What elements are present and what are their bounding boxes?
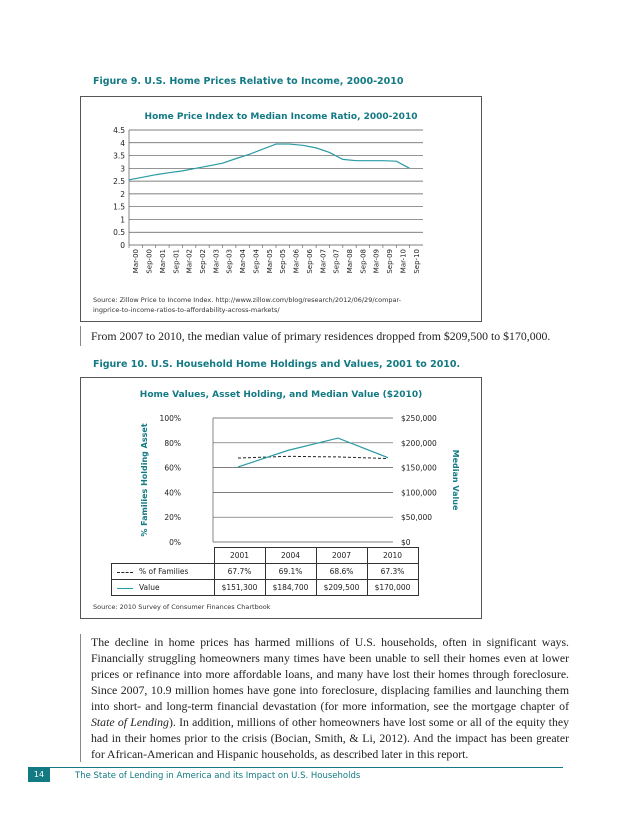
x-tick-label: Sep-10 (412, 249, 421, 274)
table-year-header: 2001 (214, 548, 265, 564)
table-cell: $184,700 (265, 580, 316, 596)
figure10-source: Source: 2010 Survey of Consumer Finances Chartbook (93, 603, 271, 611)
x-tick-label: Sep-00 (145, 249, 154, 274)
y-right-tick-label: $50,000 (401, 513, 433, 523)
x-tick-label: Mar-01 (158, 249, 167, 274)
table-year-header: 2004 (265, 548, 316, 564)
table-cell: 68.6% (316, 564, 367, 580)
x-tick-label: Sep-04 (252, 249, 261, 274)
legend-value: Value (112, 580, 215, 596)
y-left-axis-label: % Families Holding Asset (140, 423, 149, 537)
x-tick-label: Sep-09 (386, 249, 395, 274)
y-left-tick-label: 60% (164, 463, 181, 473)
y-tick-label: 4.5 (113, 126, 125, 135)
figure10-caption: Figure 10. U.S. Household Home Holdings and Values, 2001 to 2010. (93, 359, 461, 370)
table-row (112, 580, 419, 596)
y-tick-label: 2.5 (113, 177, 125, 187)
figure9-chart-title: Home Price Index to Median Income Ratio, 2000-2010 (144, 112, 418, 122)
y-tick-label: 3 (120, 164, 125, 174)
x-tick-label: Mar-02 (185, 249, 194, 274)
y-left-tick-label: 0% (169, 538, 181, 547)
families-series-line (238, 456, 388, 458)
solid-line-legend-icon (117, 588, 133, 589)
y-left-tick-label: 100% (159, 414, 181, 423)
table-cell: 67.3% (367, 564, 418, 580)
table-year-header: 2007 (316, 548, 367, 564)
ratio-series-line (129, 144, 410, 180)
x-tick-label: Mar-09 (372, 249, 381, 274)
dashed-line-legend-icon (117, 572, 133, 573)
table-year-header: 2010 (367, 548, 418, 564)
legend-families: % of Families (112, 564, 215, 580)
y-tick-label: 0 (120, 241, 125, 250)
x-tick-label: Mar-10 (399, 249, 408, 274)
y-right-tick-label: $250,000 (401, 414, 437, 423)
table-cell: 69.1% (265, 564, 316, 580)
paragraph-decline: The decline in home prices has harmed millions of U.S. households, often in significant ways. Financially struggling homeowners many times have been unable to sell their homes even at lower prices or refinance into more affordable loans, and many have lost their homes through foreclosure. Since 2007, 10.9 million homes have gone into foreclosure, displacing families and launching them into short- and long-term financial devastation (for more information, see the mortgage chapter of State of Lending). In addition, millions of other homeowners have lost some or all of the equity they had in their homes prior to the crisis (Bocian, Smith, & Li, 2012). And the impact has been greater for African-American and Hispanic households, as described later in this report. (80, 634, 569, 762)
y-tick-label: 4 (120, 138, 125, 148)
y-right-tick-label: $0 (401, 538, 411, 547)
x-tick-label: Sep-01 (172, 249, 181, 274)
y-left-tick-label: 40% (164, 488, 181, 498)
table-header-row (112, 548, 419, 564)
figure9-caption: Figure 9. U.S. Home Prices Relative to Income, 2000-2010 (93, 76, 404, 87)
x-tick-label: Mar-05 (265, 249, 274, 274)
x-tick-label: Sep-08 (359, 249, 368, 274)
table-cell: $170,000 (367, 580, 418, 596)
figure10-chart-title: Home Values, Asset Holding, and Median Value ($2010) (139, 390, 423, 400)
x-tick-label: Sep-03 (225, 249, 234, 274)
x-tick-label: Mar-08 (346, 249, 354, 274)
y-tick-label: 1 (120, 215, 125, 225)
figure10-data-table (111, 547, 419, 596)
y-right-tick-label: $200,000 (401, 438, 437, 448)
y-right-tick-label: $100,000 (401, 488, 437, 498)
y-left-tick-label: 20% (164, 513, 181, 523)
y-right-axis-label: Median Value (451, 449, 460, 511)
x-tick-label: Mar-04 (239, 249, 248, 274)
figure9-source: Source: Zillow Price to Income Index. http://www.zillow.com/blog/research/2012/06/29/compar- ingprice-to-income-ratios-to-affordability-across-markets/ (93, 296, 402, 314)
x-tick-label: Sep-05 (279, 249, 288, 274)
page-number: 14 (28, 768, 50, 782)
y-tick-label: 3.5 (113, 151, 125, 161)
x-tick-label: Mar-06 (292, 249, 301, 274)
y-tick-label: 2 (120, 189, 125, 199)
figure9-chart-box (80, 96, 482, 322)
y-tick-label: 0.5 (113, 228, 125, 238)
x-tick-label: Mar-03 (212, 249, 221, 274)
y-tick-label: 1.5 (113, 202, 125, 212)
footer-title: The State of Lending in America and its Impact on U.S. Households (75, 771, 361, 781)
y-right-tick-label: $150,000 (401, 463, 437, 473)
y-left-tick-label: 80% (164, 438, 181, 448)
figure9-line-chart (81, 97, 481, 321)
x-tick-label: Sep-06 (305, 249, 314, 274)
figure10-chart-box (80, 377, 482, 619)
value-series-line (238, 438, 388, 467)
footer-rule (28, 767, 563, 768)
x-tick-label: Sep-07 (332, 249, 341, 274)
table-cell: $209,500 (316, 580, 367, 596)
x-tick-label: Mar-07 (319, 249, 328, 274)
paragraph-median-value: From 2007 to 2010, the median value of primary residences dropped from $209,500 to $170,000. (80, 326, 571, 346)
x-tick-label: Sep-02 (199, 249, 207, 274)
table-cell: $151,300 (214, 580, 265, 596)
table-cell: 67.7% (214, 564, 265, 580)
table-row (112, 564, 419, 580)
x-tick-label: Mar-00 (132, 249, 141, 274)
